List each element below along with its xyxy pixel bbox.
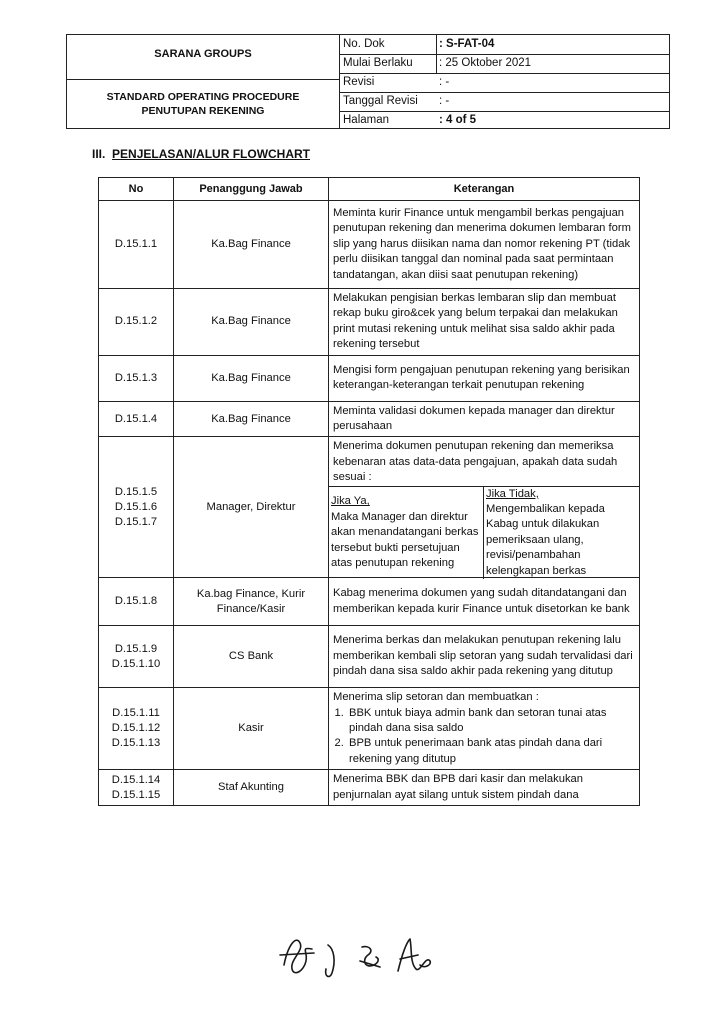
branch-yes-text: Maka Manager dan direktur akan menandatangani berkas tersebut bukti persetujuan atas penutupan rekening	[331, 510, 479, 569]
table-row	[99, 578, 640, 626]
field-label: Mulai Berlaku	[343, 57, 413, 69]
row-pj: Ka.Bag Finance	[174, 401, 329, 437]
field-mulai-berlaku	[339, 54, 669, 74]
list-intro: Menerima slip setoran dan membuatkan :	[333, 691, 539, 704]
row-no-line: D.15.1.11	[112, 707, 160, 720]
row-no: D.15.1.2	[99, 289, 174, 356]
row-pj: Ka.Bag Finance	[174, 201, 329, 289]
flowchart-table	[98, 177, 640, 806]
field-value: : -	[439, 95, 450, 107]
row-keterangan: Meminta validasi dokumen kepada manager dan direktur perusahaan	[329, 401, 640, 437]
field-label: Tanggal Revisi	[343, 95, 418, 107]
row-no	[99, 770, 174, 806]
step-list	[333, 706, 635, 768]
decision-question: Menerima dokumen penutupan rekening dan memeriksa kebenaran atas data-data pengajuan, apakah data sudah sesuai :	[333, 440, 618, 484]
field-revisi	[339, 73, 669, 93]
table-row	[99, 289, 640, 356]
row-no: D.15.1.4	[99, 401, 174, 437]
table-row	[99, 201, 640, 289]
row-no-line: D.15.1.10	[111, 657, 161, 670]
sop-title-line2: PENUTUPAN REKENING	[141, 105, 265, 117]
signature-stroke	[284, 940, 312, 972]
row-no	[99, 626, 174, 688]
row-no-line: D.15.1.9	[114, 642, 158, 655]
branch-no	[484, 487, 640, 579]
row-keterangan	[329, 688, 640, 770]
row-keterangan: Mengisi form pengajuan penutupan rekening yang berisikan keterangan-keterangan terkait penutupan rekening	[329, 355, 640, 401]
table-header-row	[99, 178, 640, 201]
row-no: D.15.1.3	[99, 355, 174, 401]
row-no: D.15.1.1	[99, 201, 174, 289]
field-tanggal-revisi	[339, 92, 669, 112]
row-no	[99, 437, 174, 578]
signature-stroke	[280, 953, 314, 955]
field-halaman	[339, 111, 669, 130]
table-row	[99, 770, 640, 806]
section-heading	[92, 147, 310, 161]
row-no-line: D.15.1.5	[114, 485, 158, 498]
table-row	[99, 688, 640, 770]
field-label: Halaman	[343, 114, 390, 126]
sop-title	[67, 90, 339, 118]
section-number: III.	[92, 147, 106, 161]
table-row	[99, 355, 640, 401]
row-pj: Manager, Direktur	[174, 437, 329, 578]
row-pj: CS Bank	[174, 626, 329, 688]
row-no-line: D.15.1.14	[111, 773, 161, 786]
list-item: 1. BBK untuk biaya admin bank dan setoran tunai atas pindah dana sisa saldo	[347, 706, 635, 737]
signature-stroke	[326, 945, 334, 976]
branch-yes-head: Jika Ya,	[331, 495, 370, 508]
column-header-penanggung-jawab: Penanggung Jawab	[174, 178, 329, 201]
row-no: D.15.1.8	[99, 578, 174, 626]
row-pj: Ka.Bag Finance	[174, 289, 329, 356]
handwritten-signature	[270, 925, 450, 985]
section-title: PENJELASAN/ALUR FLOWCHART	[112, 147, 311, 161]
row-pj: Staf Akunting	[174, 770, 329, 806]
row-no-line: D.15.1.6	[114, 500, 158, 513]
row-keterangan	[329, 437, 640, 578]
row-pj: Ka.bag Finance, Kurir Finance/Kasir	[174, 578, 329, 626]
row-no-line: D.15.1.12	[111, 722, 161, 735]
field-no-dok	[339, 35, 669, 55]
row-keterangan: Menerima BBK dan BPB dari kasir dan melakukan penjurnalan ayat silang untuk sistem pindah dana	[329, 770, 640, 806]
document-header	[66, 34, 670, 129]
table-row	[99, 437, 640, 578]
sop-title-line1: STANDARD OPERATING PROCEDURE	[106, 91, 300, 103]
column-header-no: No	[99, 178, 174, 201]
row-keterangan: Kabag menerima dokumen yang sudah ditandatangani dan memberikan kepada kurir Finance untuk disetorkan ke bank	[329, 578, 640, 626]
field-value: : -	[439, 76, 450, 88]
row-keterangan: Meminta kurir Finance untuk mengambil berkas pengajuan penutupan rekening dan menerima dokumen lembaran form slip yang harus diisikan nama dan nomor rekening PT (tidak perlu diisikan tanggal dan nominal pada saat permintaan tandatangan, akan diisi saat penutupan rekening)	[329, 201, 640, 289]
field-value: : S-FAT-04	[439, 38, 495, 50]
decision-branches	[329, 486, 639, 579]
row-no-line: D.15.1.15	[111, 788, 161, 801]
row-no	[99, 688, 174, 770]
field-value: : 25 Oktober 2021	[439, 57, 532, 69]
row-no-line: D.15.1.13	[111, 737, 161, 750]
row-keterangan: Menerima berkas dan melakukan penutupan rekening lalu memberikan kembali slip setoran yang sudah tervalidasi dari pindah dana sisa saldo akhir pada rekening yang ditutup	[329, 626, 640, 688]
company-name: SARANA GROUPS	[154, 48, 252, 60]
row-keterangan: Melakukan pengisian berkas lembaran slip dan membuat rekap buku giro&cek yang belum terpakai dan melakukan print mutasi rekening untuk melihat sisa saldo akhir pada rekening tersebut	[329, 289, 640, 356]
field-label: Revisi	[343, 76, 375, 88]
row-no-line: D.15.1.7	[114, 515, 158, 528]
header-left-divider	[67, 79, 339, 80]
list-item: 2. BPB untuk penerimaan bank atas pindah dana dari rekening yang ditutup	[347, 736, 635, 767]
column-header-keterangan: Keterangan	[329, 178, 640, 201]
field-label: No. Dok	[343, 38, 385, 50]
branch-yes	[329, 487, 484, 579]
row-pj: Kasir	[174, 688, 329, 770]
signature-stroke	[398, 939, 430, 971]
table-row	[99, 401, 640, 437]
table-row	[99, 626, 640, 688]
branch-no-head: Jika Tidak,	[486, 487, 539, 500]
row-pj: Ka.Bag Finance	[174, 355, 329, 401]
branch-no-text: Mengembalikan kepada Kabag untuk dilakukan pemeriksaan ulang, revisi/penambahan kelengkapan berkas	[486, 503, 605, 577]
field-value: : 4 of 5	[439, 114, 477, 126]
decision-table	[329, 487, 639, 579]
